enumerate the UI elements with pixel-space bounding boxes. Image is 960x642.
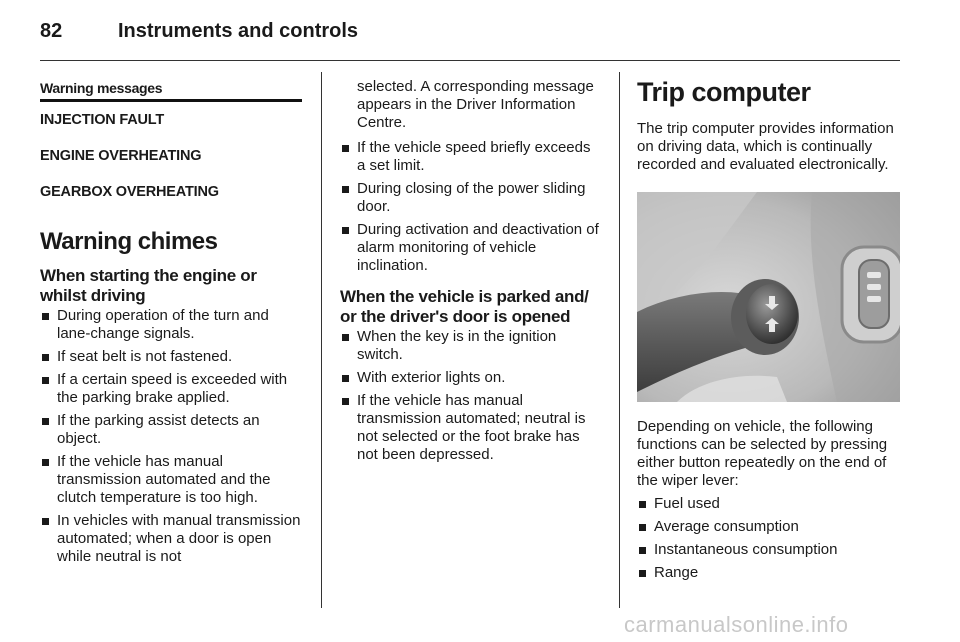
section-label-warning-messages: Warning messages xyxy=(40,80,163,96)
list-item: If the parking assist detects an object. xyxy=(40,412,302,448)
page-number: 82 xyxy=(40,20,63,42)
list-item: During operation of the turn and lane-change signals. xyxy=(40,307,302,343)
bullet-icon xyxy=(342,145,349,152)
bullet-icon xyxy=(639,524,646,531)
list-item: If the vehicle speed briefly exceeds a set limit. xyxy=(340,139,602,175)
bullet-icon xyxy=(42,313,49,320)
column-divider-1 xyxy=(321,72,322,608)
warning-message: ENGINE OVERHEATING xyxy=(40,148,202,164)
page-header xyxy=(40,16,900,60)
bullet-icon xyxy=(42,418,49,425)
list-item: During activation and deactivation of alarm monitoring of vehicle inclination. xyxy=(340,221,602,275)
column-1 xyxy=(40,70,302,571)
wiper-lever-image xyxy=(637,192,900,402)
heading-trip-computer: Trip computer xyxy=(637,77,811,107)
list-item: If the vehicle has manual transmission automated and the clutch temperature is too high. xyxy=(40,453,302,507)
bullet-icon xyxy=(342,227,349,234)
bullet-icon xyxy=(639,570,646,577)
list-item: If the vehicle has manual transmission automated; neutral is not selected or the foot brake has not been depressed. xyxy=(340,392,602,464)
list-item: Instantaneous consumption xyxy=(637,541,900,559)
warning-message: INJECTION FAULT xyxy=(40,112,165,128)
chimes-list xyxy=(40,307,302,566)
bullet-icon xyxy=(639,547,646,554)
trip-functions-text: Depending on vehicle, the following functions can be selected by pressing either button repeatedly on the end of the wiper lever: xyxy=(637,418,888,489)
warning-message: GEARBOX OVERHEATING xyxy=(40,184,219,200)
bullet-icon xyxy=(42,459,49,466)
heading-vehicle-parked: When the vehicle is parked and/ or the driver's door is opened xyxy=(340,287,589,326)
bullet-icon xyxy=(639,501,646,508)
bullet-icon xyxy=(42,377,49,384)
bullet-icon xyxy=(42,354,49,361)
trip-functions-list xyxy=(637,495,900,582)
section-rule xyxy=(40,99,302,102)
list-item: During closing of the power sliding door. xyxy=(340,180,602,216)
list-item: If a certain speed is exceeded with the parking brake applied. xyxy=(40,371,302,407)
trip-intro: The trip computer provides information on driving data, which is continually recorded and evaluated electronically. xyxy=(637,120,894,173)
parked-list xyxy=(340,328,602,464)
watermark: carmanualsonline.info xyxy=(624,612,849,637)
bullet-icon xyxy=(342,398,349,405)
list-item: Fuel used xyxy=(637,495,900,513)
column-divider-2 xyxy=(619,72,620,608)
list-item: With exterior lights on. xyxy=(340,369,602,387)
column-3 xyxy=(637,76,900,587)
bullet-icon xyxy=(342,186,349,193)
heading-starting-engine: When starting the engine or whilst driving xyxy=(40,266,257,305)
continuation-text: selected. A corresponding message appears in the Driver Information Centre. xyxy=(357,78,594,131)
list-item: In vehicles with manual transmission automated; when a door is open while neutral is not xyxy=(40,512,302,566)
header-rule xyxy=(40,60,900,61)
chimes-list-continued xyxy=(340,139,602,275)
bullet-icon xyxy=(42,518,49,525)
list-item: When the key is in the ignition switch. xyxy=(340,328,602,364)
heading-warning-chimes: Warning chimes xyxy=(40,228,218,255)
bullet-icon xyxy=(342,375,349,382)
list-item: Average consumption xyxy=(637,518,900,536)
bullet-icon xyxy=(342,334,349,341)
list-item: If seat belt is not fastened. xyxy=(40,348,302,366)
list-item: Range xyxy=(637,564,900,582)
page-title: Instruments and controls xyxy=(118,20,359,42)
column-2 xyxy=(340,78,602,469)
